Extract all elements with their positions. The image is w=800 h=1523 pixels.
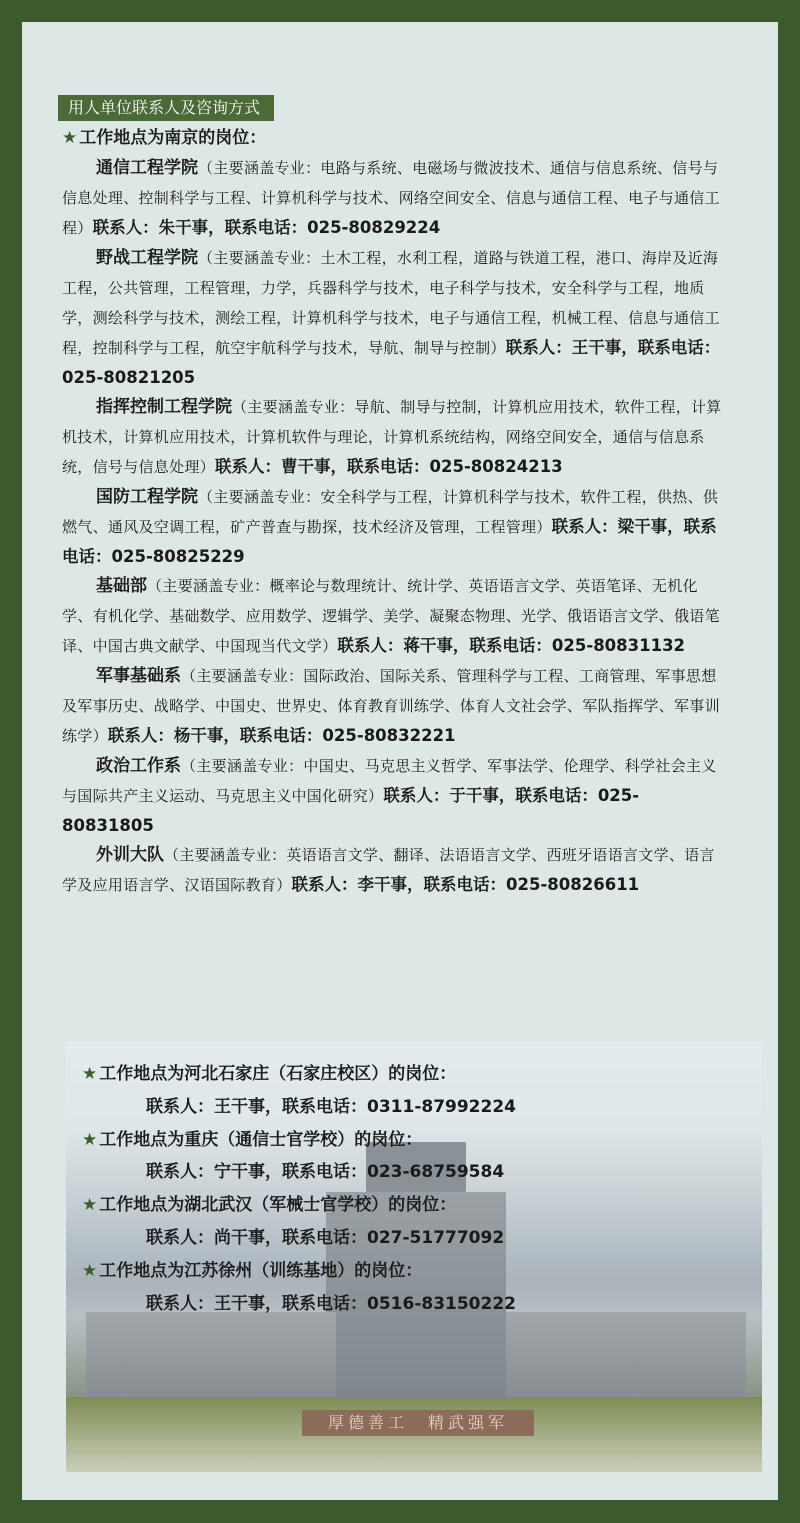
site-heading bbox=[82, 1124, 732, 1157]
motto-stone: 厚德善工 精武强军 bbox=[302, 1410, 534, 1436]
unit-name: 军事基础系 bbox=[96, 666, 181, 686]
unit-entry bbox=[62, 243, 722, 392]
section-title: 用人单位联系人及咨询方式 bbox=[58, 95, 274, 121]
unit-entry bbox=[62, 392, 722, 482]
star-icon: ★ bbox=[82, 1064, 98, 1084]
unit-majors: （主要涵盖专业：土木工程，水利工程，道路与铁道工程，港口、海岸及近海工程，公共管理，工程管理，力学，兵器科学与技术，电子科学与技术，安全科学与工程，地质学，测绘科学与技术，测绘工程，计算机科学与技术，电子与通信工程，机械工程、信息与通信工程，控制科学与工程，航空宇航科学与技术，导航、制导与控制） bbox=[62, 249, 720, 357]
unit-name: 指挥控制工程学院 bbox=[96, 397, 232, 417]
unit-majors: （主要涵盖专业：电路与系统、电磁场与微波技术、通信与信息系统、信号与信息处理、控制科学与工程、计算机科学与技术、网络空间安全、信息与通信工程、电子与通信工程） bbox=[62, 159, 720, 237]
unit-name: 基础部 bbox=[96, 576, 147, 596]
building-left-wing bbox=[86, 1312, 336, 1402]
unit-name: 外训大队 bbox=[96, 845, 164, 865]
unit-majors: （主要涵盖专业：中国史、马克思主义哲学、军事法学、伦理学、科学社会主义与国际共产主义运动、马克思主义中国化研究） bbox=[62, 757, 717, 805]
building-right-wing bbox=[506, 1312, 746, 1402]
unit-contact: 联系人：于干事，联系电话：025-80831805 bbox=[62, 786, 640, 835]
frame-bottom-border bbox=[0, 1500, 800, 1523]
unit-contact: 联系人：杨干事，联系电话：025-80832221 bbox=[107, 726, 456, 745]
unit-majors: （主要涵盖专业：概率论与数理统计、统计学、英语语言文学、英语笔译、无机化学、有机化学、基础数学、应用数学、逻辑学、美学、凝聚态物理、光学、俄语语言文学、俄语笔译、中国古典文献学、中国现当代文学） bbox=[62, 577, 720, 655]
unit-name: 国防工程学院 bbox=[96, 487, 198, 507]
unit-name: 政治工作系 bbox=[96, 756, 181, 776]
unit-entry bbox=[62, 661, 722, 751]
frame-right-border bbox=[778, 0, 800, 1523]
unit-entry bbox=[62, 840, 722, 900]
star-icon: ★ bbox=[82, 1129, 98, 1150]
unit-contact: 联系人：蒋干事，联系电话：025-80831132 bbox=[337, 636, 686, 655]
frame-top-border bbox=[0, 0, 800, 22]
unit-majors: （主要涵盖专业：国际政治、国际关系、管理科学与工程、工商管理、军事思想及军事历史、战略学、中国史、世界史、体育教育训练学、体育人文社会学、军队指挥学、军事训练学） bbox=[62, 667, 720, 745]
unit-contact: 联系人：李干事，联系电话：025-80826611 bbox=[291, 875, 640, 894]
site-heading-text: 工作地点为重庆（通信士官学校）的岗位： bbox=[99, 1129, 423, 1150]
site-contact: 联系人：王干事，联系电话：0516-83150222 bbox=[146, 1293, 516, 1314]
site-contact: 联系人：宁干事，联系电话：023-68759584 bbox=[146, 1162, 505, 1183]
site-contact: 联系人：尚干事，联系电话：027-51777092 bbox=[146, 1227, 505, 1248]
nanjing-section bbox=[62, 124, 722, 900]
site-contact: 联系人：王干事，联系电话：0311-87992224 bbox=[146, 1096, 516, 1117]
site-heading bbox=[82, 1255, 732, 1288]
other-sites bbox=[82, 1058, 732, 1320]
unit-contact: 联系人：王干事，联系电话：025-80821205 bbox=[62, 338, 721, 387]
star-icon: ★ bbox=[82, 1260, 98, 1281]
frame-left-border bbox=[0, 0, 22, 1523]
unit-majors: （主要涵盖专业：导航、制导与控制，计算机应用技术，软件工程，计算机技术，计算机应用技术，计算机软件与理论，计算机系统结构，网络空间安全，通信与信息系统，信号与信息处理） bbox=[62, 398, 722, 476]
unit-name: 野战工程学院 bbox=[96, 248, 198, 268]
unit-name: 通信工程学院 bbox=[96, 158, 198, 178]
nanjing-heading bbox=[62, 124, 722, 153]
site-heading bbox=[82, 1058, 732, 1091]
unit-majors: （主要涵盖专业：英语语言文学、翻译、法语语言文学、西班牙语语言文学、语言学及应用语言学、汉语国际教育） bbox=[62, 846, 715, 894]
site-heading bbox=[82, 1189, 732, 1222]
site-heading-text: 工作地点为河北石家庄（石家庄校区）的岗位： bbox=[99, 1064, 457, 1084]
star-icon: ★ bbox=[62, 128, 78, 148]
site-heading-text: 工作地点为湖北武汉（军械士官学校）的岗位： bbox=[99, 1195, 457, 1216]
nanjing-heading-text: 工作地点为南京的岗位： bbox=[79, 128, 267, 148]
unit-entry bbox=[62, 751, 722, 840]
site-heading-text: 工作地点为江苏徐州（训练基地）的岗位： bbox=[99, 1260, 423, 1281]
unit-contact: 联系人：朱干事，联系电话：025-80829224 bbox=[92, 218, 441, 237]
unit-majors: （主要涵盖专业：安全科学与工程，计算机科学与技术，软件工程，供热、供燃气、通风及空调工程，矿产普查与勘探，技术经济及管理，工程管理） bbox=[62, 488, 719, 536]
unit-list bbox=[62, 153, 722, 900]
unit-entry bbox=[62, 571, 722, 661]
unit-contact: 联系人：梁干事，联系电话：025-80825229 bbox=[62, 517, 717, 566]
unit-entry bbox=[62, 153, 722, 243]
unit-contact: 联系人：曹干事，联系电话：025-80824213 bbox=[215, 457, 563, 476]
star-icon: ★ bbox=[82, 1195, 98, 1216]
unit-entry bbox=[62, 482, 722, 571]
